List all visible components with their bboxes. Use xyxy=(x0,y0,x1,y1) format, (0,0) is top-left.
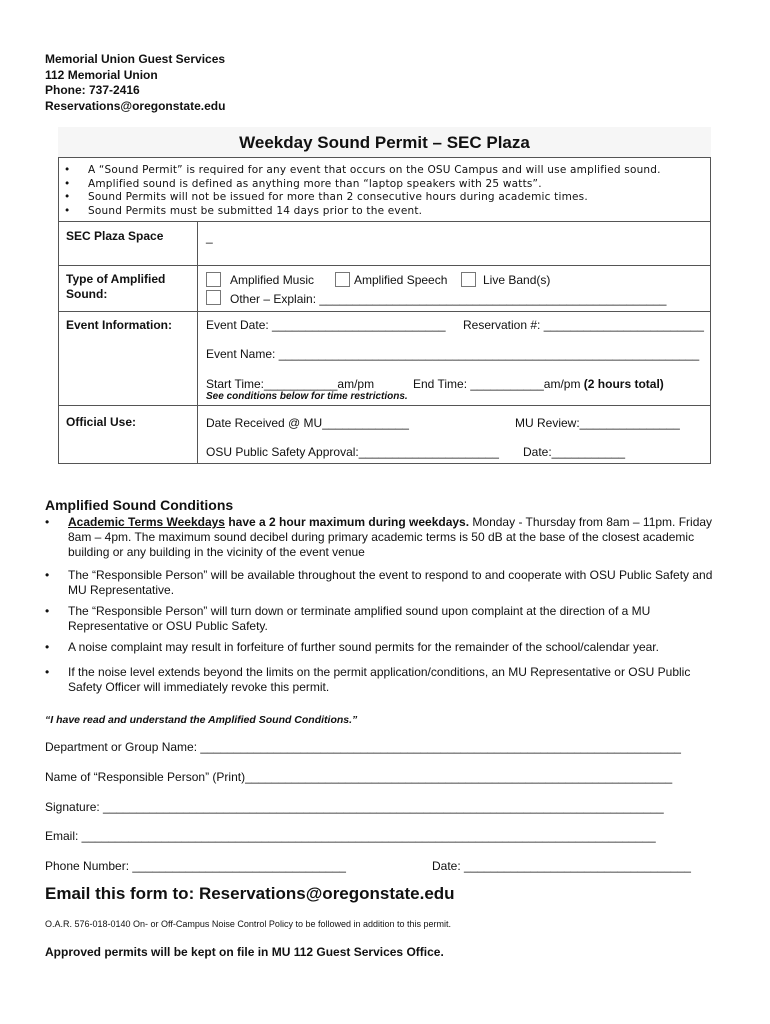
hours-total: (2 hours total) xyxy=(583,377,664,391)
responsible-person-field[interactable]: Name of “Responsible Person” (Print)________________________________________________________________ xyxy=(45,770,673,784)
reservation-field[interactable]: Reservation #: ________________________ xyxy=(463,318,704,332)
event-date-field[interactable]: Event Date: __________________________ xyxy=(206,318,446,332)
other-explain-field[interactable]: Other – Explain: ____________________________________________________ xyxy=(230,292,667,306)
event-name-field[interactable]: Event Name: _______________________________________________________________ xyxy=(206,347,700,361)
approval-date-field[interactable]: Date:___________ xyxy=(523,445,626,459)
amplified-speech-checkbox[interactable] xyxy=(335,272,350,287)
amplified-speech-label: Amplified Speech xyxy=(354,273,448,287)
list-item: • Sound Permits will not be issued for more than 2 consecutive hours during academic times. xyxy=(64,191,588,204)
conditions-title: Amplified Sound Conditions xyxy=(45,497,234,513)
email-field[interactable]: Email: ______________________________________________________________________________________ xyxy=(45,829,656,843)
phone-field[interactable]: Phone Number: ________________________________ xyxy=(45,859,346,873)
end-time-field[interactable]: End Time: ___________am/pm (2 hours total) xyxy=(413,377,664,391)
list-item: • Academic Terms Weekdays have a 2 hour maximum during weekdays. Monday - Thursday from 8am – 11pm. Friday 8am – 4pm. The maximum sound decibel during primary academic terms is 50 dB at the base of the closest academic building or any building in the vicinity of the event venue xyxy=(45,515,713,559)
guest-services-header xyxy=(45,52,225,114)
date-received-field[interactable]: Date Received @ MU_____________ xyxy=(206,416,409,430)
amplified-music-checkbox[interactable] xyxy=(206,272,221,287)
date-field[interactable]: Date: __________________________________ xyxy=(432,859,691,873)
policy-note: O.A.R. 576-018-0140 On- or Off-Campus Noise Control Policy to be followed in addition to this permit. xyxy=(45,919,452,929)
permit-title-main: Weekday Sound Permit xyxy=(239,133,428,152)
permit-title: Weekday Sound Permit – SEC Plaza xyxy=(58,127,711,158)
email-form-to: Email this form to: Reservations@oregonstate.edu xyxy=(45,884,455,903)
table-divider xyxy=(58,221,711,222)
official-use-label: Official Use: xyxy=(66,415,137,429)
org-name: Memorial Union Guest Services xyxy=(45,52,226,66)
header-email[interactable]: Reservations@oregonstate.edu xyxy=(45,98,226,113)
permit-bullets xyxy=(64,164,661,219)
space-label: SEC Plaza Space xyxy=(66,229,164,243)
approved-note: Approved permits will be kept on file in MU 112 Guest Services Office. xyxy=(45,945,444,959)
time-restriction-note: See conditions below for time restrictions. xyxy=(206,391,408,402)
academic-terms-link: Academic Terms Weekdays xyxy=(68,515,225,529)
table-divider xyxy=(58,405,711,406)
sound-type-label: Type of Amplified Sound: xyxy=(66,272,166,301)
safety-approval-field[interactable]: OSU Public Safety Approval:_____________________ xyxy=(206,445,499,459)
signature-field[interactable]: Signature: ____________________________________________________________________________________ xyxy=(45,800,664,814)
other-checkbox[interactable] xyxy=(206,290,221,305)
acknowledgement: “I have read and understand the Amplified Sound Conditions.” xyxy=(45,714,358,726)
list-item: • The “Responsible Person” will be available throughout the event to respond to and cooperate with OSU Public Safety and MU Representative. xyxy=(45,568,713,597)
permit-title-sub: SEC Plaza xyxy=(446,133,530,152)
list-item: • A “Sound Permit” is required for any event that occurs on the OSU Campus and will use amplified sound. xyxy=(64,164,661,176)
start-time-field[interactable]: Start Time:___________am/pm xyxy=(206,377,375,391)
table-divider xyxy=(58,311,711,312)
list-item: • Amplified sound is defined as anything more than “laptop speakers with 25 watts”. xyxy=(64,177,542,190)
event-info-label: Event Information: xyxy=(66,318,173,332)
live-band-checkbox[interactable] xyxy=(461,272,476,287)
mu-review-field[interactable]: MU Review:_______________ xyxy=(515,416,680,430)
table-column-divider xyxy=(197,221,198,464)
address: 112 Memorial Union xyxy=(45,67,158,82)
table-divider xyxy=(58,265,711,266)
amplified-music-label: Amplified Music xyxy=(230,273,315,287)
list-item: • If the noise level extends beyond the limits on the permit application/conditions, an MU Representative or OSU Public Safety Officer will immediately revoke this permit. xyxy=(45,665,691,694)
list-item: • The “Responsible Person” will turn down or terminate amplified sound upon complaint at the direction of a MU Representative or OSU Public Safety. xyxy=(45,604,651,633)
conditions-list xyxy=(45,515,715,695)
phone: Phone: 737-2416 xyxy=(45,83,140,97)
space-value[interactable]: _ xyxy=(206,230,213,244)
list-item: • A noise complaint may result in forfeiture of further sound permits for the remainder of the school/calendar year. xyxy=(45,640,659,654)
list-item: • Sound Permits must be submitted 14 days prior to the event. xyxy=(64,205,423,218)
live-band-label: Live Band(s) xyxy=(483,273,551,287)
department-field[interactable]: Department or Group Name: ________________________________________________________________________ xyxy=(45,740,681,754)
